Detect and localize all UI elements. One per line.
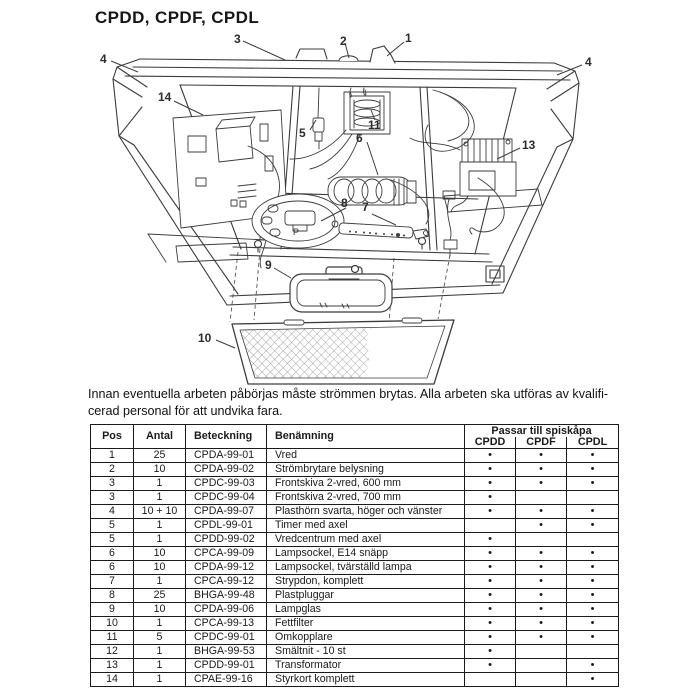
cell-beteckning: BHGA-99-48 <box>186 589 267 603</box>
table-row <box>91 449 619 463</box>
cell-cpdf: • <box>516 547 567 561</box>
cell-beteckning: CPDC-99-04 <box>186 491 267 505</box>
col-header-beteckning: Beteckning <box>186 425 267 449</box>
cell-cpdf <box>516 673 567 687</box>
diagram-callout: 3 <box>234 32 241 46</box>
cell-beteckning: CPDC-99-03 <box>186 477 267 491</box>
cell-cpdl: • <box>567 575 619 589</box>
grease-filter-art <box>228 318 458 388</box>
cell-antal: 1 <box>134 477 186 491</box>
cell-cpdd <box>465 519 516 533</box>
cell-pos: 9 <box>91 603 134 617</box>
cell-cpdd: • <box>465 477 516 491</box>
cell-benamning: Strypdon, komplett <box>267 575 465 589</box>
table-row <box>91 533 619 547</box>
cell-cpdf <box>516 659 567 673</box>
cell-antal: 25 <box>134 449 186 463</box>
table-row <box>91 477 619 491</box>
cell-benamning: Timer med axel <box>267 519 465 533</box>
table-row <box>91 589 619 603</box>
cell-beteckning: CPDA-99-06 <box>186 603 267 617</box>
cell-cpdf: • <box>516 631 567 645</box>
cell-cpdf: • <box>516 561 567 575</box>
cell-antal: 25 <box>134 589 186 603</box>
col-header-cpdl: CPDL <box>567 437 619 449</box>
cell-cpdd: • <box>465 631 516 645</box>
cell-benamning: Lampsockel, tvärställd lampa <box>267 561 465 575</box>
cell-beteckning: CPDL-99-01 <box>186 519 267 533</box>
cell-benamning: Smältnit - 10 st <box>267 645 465 659</box>
cell-cpdd: • <box>465 505 516 519</box>
control-board-art <box>148 110 295 268</box>
cell-antal: 1 <box>134 617 186 631</box>
diagram-callout: 6 <box>356 131 363 145</box>
cell-pos: 10 <box>91 617 134 631</box>
diagram-callout: 10 <box>198 331 212 345</box>
cell-beteckning: CPCA-99-13 <box>186 617 267 631</box>
cell-antal: 10 <box>134 547 186 561</box>
cell-benamning: Omkopplare <box>267 631 465 645</box>
cell-beteckning: CPCA-99-12 <box>186 575 267 589</box>
cell-cpdf: • <box>516 575 567 589</box>
cell-pos: 6 <box>91 547 134 561</box>
diagram-callout: 2 <box>340 34 347 48</box>
cell-pos: 8 <box>91 589 134 603</box>
diagram-callout: 5 <box>299 126 306 140</box>
warning-line-2: cerad personal för att undvika fara. <box>88 403 283 418</box>
cell-benamning: Vredcentrum med axel <box>267 533 465 547</box>
cell-benamning: Styrkort komplett <box>267 673 465 687</box>
cell-pos: 7 <box>91 575 134 589</box>
cell-cpdd: • <box>465 659 516 673</box>
strypdon-art <box>339 223 429 239</box>
table-row <box>91 575 619 589</box>
cell-cpdl: • <box>567 631 619 645</box>
cell-beteckning: CPDA-99-01 <box>186 449 267 463</box>
cell-cpdl: • <box>567 673 619 687</box>
cell-cpdd: • <box>465 603 516 617</box>
table-row <box>91 505 619 519</box>
cell-benamning: Plastpluggar <box>267 589 465 603</box>
diagram-callout: 4 <box>100 52 107 66</box>
cell-benamning: Fettfilter <box>267 617 465 631</box>
cell-antal: 1 <box>134 575 186 589</box>
warning-text <box>88 386 616 419</box>
cell-pos: 14 <box>91 673 134 687</box>
cell-benamning: Frontskiva 2-vred, 600 mm <box>267 477 465 491</box>
table-row <box>91 561 619 575</box>
cell-benamning: Frontskiva 2-vred, 700 mm <box>267 491 465 505</box>
cell-cpdl: • <box>567 603 619 617</box>
cell-cpdd: • <box>465 463 516 477</box>
cell-benamning: Plasthörn svarta, höger och vänster <box>267 505 465 519</box>
cell-cpdl: • <box>567 477 619 491</box>
cell-cpdf <box>516 491 567 505</box>
cell-pos: 2 <box>91 463 134 477</box>
table-header-row <box>91 425 619 438</box>
cell-antal: 1 <box>134 533 186 547</box>
cell-cpdf: • <box>516 519 567 533</box>
exploded-diagram <box>88 28 612 388</box>
diagram-callout: 1 <box>405 31 412 45</box>
cell-beteckning: CPAE-99-16 <box>186 673 267 687</box>
cell-beteckning: CPDD-99-01 <box>186 659 267 673</box>
cell-cpdl: • <box>567 561 619 575</box>
cell-cpdl: • <box>567 547 619 561</box>
cell-beteckning: CPDA-99-02 <box>186 463 267 477</box>
col-header-benamning: Benämning <box>267 425 465 449</box>
cell-cpdf: • <box>516 603 567 617</box>
cell-cpdf <box>516 645 567 659</box>
cell-pos: 12 <box>91 645 134 659</box>
cell-benamning: Vred <box>267 449 465 463</box>
cell-beteckning: CPDC-99-01 <box>186 631 267 645</box>
cell-pos: 11 <box>91 631 134 645</box>
cell-cpdl: • <box>567 449 619 463</box>
cell-antal: 10 + 10 <box>134 505 186 519</box>
diagram-callout: 13 <box>522 138 536 152</box>
cell-cpdd: • <box>465 449 516 463</box>
warning-line-1: Innan eventuella arbeten påbörjas måste strömmen brytas. Alla arbeten ska utföras av kvalifi- <box>88 387 609 401</box>
cell-pos: 5 <box>91 519 134 533</box>
cell-benamning: Transformator <box>267 659 465 673</box>
cell-beteckning: CPDA-99-12 <box>186 561 267 575</box>
col-header-pos: Pos <box>91 425 134 449</box>
table-row <box>91 547 619 561</box>
table-row <box>91 631 619 645</box>
cell-pos: 4 <box>91 505 134 519</box>
cell-cpdf: • <box>516 463 567 477</box>
cell-cpdl: • <box>567 463 619 477</box>
cell-cpdf: • <box>516 589 567 603</box>
cell-beteckning: CPDA-99-07 <box>186 505 267 519</box>
cell-antal: 1 <box>134 673 186 687</box>
cell-pos: 6 <box>91 561 134 575</box>
table-row <box>91 659 619 673</box>
cell-pos: 1 <box>91 449 134 463</box>
table-row <box>91 617 619 631</box>
diagram-callout: 7 <box>362 200 369 214</box>
table-row <box>91 645 619 659</box>
table-row <box>91 519 619 533</box>
cell-benamning: Lampsockel, E14 snäpp <box>267 547 465 561</box>
cell-cpdf <box>516 533 567 547</box>
cell-antal: 1 <box>134 519 186 533</box>
cell-beteckning: BHGA-99-53 <box>186 645 267 659</box>
col-header-cpdd: CPDD <box>465 437 516 449</box>
cell-benamning: Lampglas <box>267 603 465 617</box>
col-header-antal: Antal <box>134 425 186 449</box>
cell-cpdf: • <box>516 505 567 519</box>
diagram-callout: 11 <box>368 118 381 132</box>
col-header-passar: Passar till spiskåpa <box>465 425 619 438</box>
cell-antal: 1 <box>134 645 186 659</box>
motor-plate-letter: P <box>293 227 300 237</box>
cell-cpdd: • <box>465 589 516 603</box>
diagram-callout: 9 <box>265 258 272 272</box>
cell-cpdf: • <box>516 477 567 491</box>
diagram-callout: 8 <box>341 196 348 210</box>
cell-cpdl <box>567 533 619 547</box>
col-header-cpdf: CPDF <box>516 437 567 449</box>
cell-cpdl: • <box>567 505 619 519</box>
cell-antal: 5 <box>134 631 186 645</box>
cell-cpdf: • <box>516 449 567 463</box>
cell-cpdd: • <box>465 645 516 659</box>
cell-antal: 1 <box>134 491 186 505</box>
cell-antal: 10 <box>134 603 186 617</box>
cell-benamning: Strömbrytare belysning <box>267 463 465 477</box>
table-row <box>91 463 619 477</box>
cell-cpdl: • <box>567 519 619 533</box>
cell-cpdl <box>567 491 619 505</box>
cell-cpdf: • <box>516 617 567 631</box>
cell-pos: 3 <box>91 491 134 505</box>
cell-pos: 3 <box>91 477 134 491</box>
lamp-glass-art <box>290 266 392 313</box>
cell-cpdd: • <box>465 547 516 561</box>
cell-cpdl: • <box>567 589 619 603</box>
cell-cpdd: • <box>465 533 516 547</box>
table-row <box>91 491 619 505</box>
cell-cpdl: • <box>567 659 619 673</box>
diagram-callout: 4 <box>585 55 592 69</box>
cell-antal: 1 <box>134 659 186 673</box>
cell-cpdl: • <box>567 617 619 631</box>
transformer-art <box>410 90 542 256</box>
cell-antal: 10 <box>134 561 186 575</box>
cell-beteckning: CPDD-99-02 <box>186 533 267 547</box>
cell-cpdd: • <box>465 617 516 631</box>
cell-cpdd: • <box>465 491 516 505</box>
cell-pos: 13 <box>91 659 134 673</box>
diagram-callout: 14 <box>158 90 172 104</box>
page-title: CPDD, CPDF, CPDL <box>95 8 260 27</box>
parts-table <box>90 424 619 687</box>
table-row <box>91 673 619 687</box>
cell-cpdd: • <box>465 561 516 575</box>
cell-cpdl <box>567 645 619 659</box>
cell-beteckning: CPCA-99-09 <box>186 547 267 561</box>
cell-cpdd: • <box>465 575 516 589</box>
cell-cpdd <box>465 673 516 687</box>
exploded-diagram-art <box>88 28 612 388</box>
table-row <box>91 603 619 617</box>
cell-pos: 5 <box>91 533 134 547</box>
cell-antal: 10 <box>134 463 186 477</box>
